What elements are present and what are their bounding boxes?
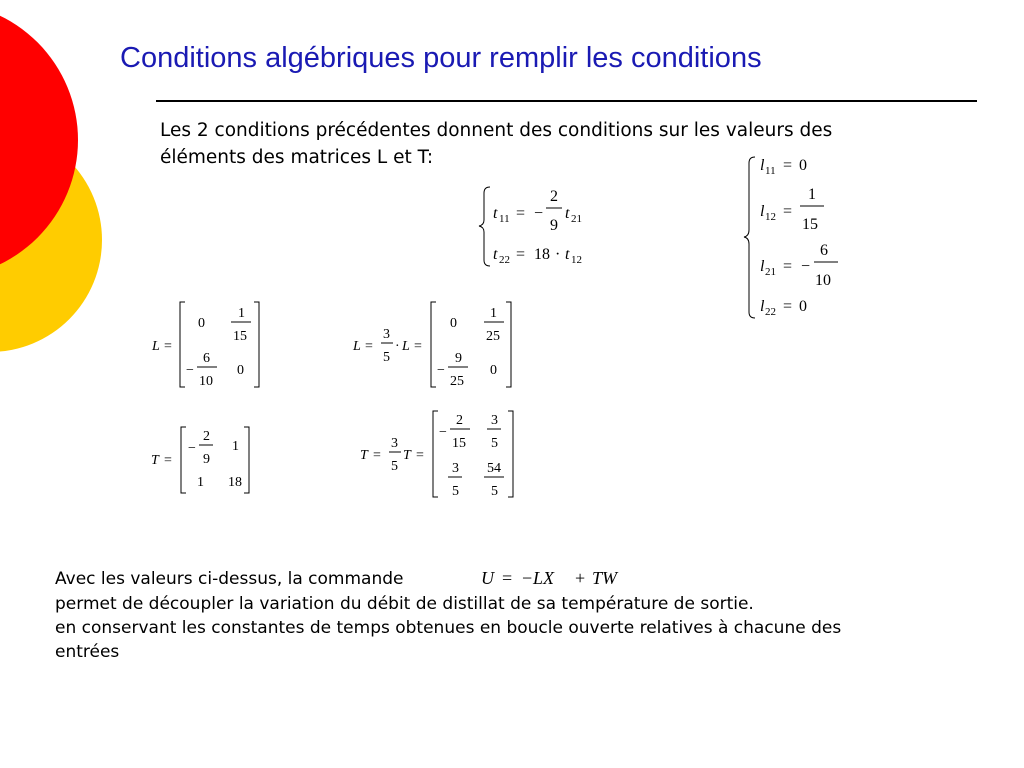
t-matrix-a21: 1 [197, 475, 204, 490]
l-row3-num: 6 [820, 242, 828, 259]
t11-sub: 11 [499, 213, 510, 225]
t-matrix-a11-num: 2 [203, 429, 210, 444]
t-scaled-a11-sign: − [439, 425, 447, 440]
l-matrix [151, 302, 259, 389]
slide-title: Conditions algébriques pour remplir les conditions [120, 42, 762, 74]
l22-sub: 22 [765, 306, 776, 318]
t22-sub: 22 [499, 254, 510, 266]
t-system [479, 187, 582, 266]
l-matrix-eq: = [164, 339, 172, 354]
t-scaled-k-den: 5 [391, 459, 398, 474]
l21-sub: 21 [765, 266, 776, 278]
t-scaled-lhs: T [360, 448, 368, 463]
intro-text: Les 2 conditions précédentes donnent des conditions sur les valeurs des éléments des matrices L et T: [160, 120, 833, 168]
t-system-brace [479, 187, 490, 266]
t12-sub: 12 [571, 254, 582, 266]
t-scaled-a21-den: 5 [452, 484, 459, 499]
control-law-plus: + [575, 568, 586, 588]
t-scaled-a21-num: 3 [452, 461, 459, 476]
t-row2-coef: 18 [534, 246, 550, 263]
conclusion-line-3: en conservant les constantes de temps obtenues en boucle ouverte relatives à chacune des [55, 618, 842, 638]
l-row3-den: 10 [815, 272, 831, 289]
t-scaled-rhs: T [403, 448, 411, 463]
t-matrix-a22: 18 [228, 475, 242, 490]
t-row1-den: 9 [550, 217, 558, 234]
t-scaled-matrix [360, 411, 513, 499]
l-scaled-right-bracket [506, 302, 511, 387]
l-scaled-k-den: 5 [383, 350, 390, 365]
t21-var: t [565, 205, 570, 222]
l21-var: l [760, 258, 765, 275]
t-scaled-a11-den: 15 [452, 436, 466, 451]
t-scaled-eq2: = [416, 448, 424, 463]
l-matrix-a21-den: 10 [199, 374, 213, 389]
l22-var: l [760, 298, 765, 315]
t-scaled-eq: = [373, 448, 381, 463]
t-scaled-k-num: 3 [391, 436, 398, 451]
t-scaled-a22-num: 54 [487, 461, 501, 476]
l-row4-val: 0 [799, 298, 807, 315]
l-scaled-a11: 0 [450, 316, 457, 331]
control-law-tw: TW [592, 568, 618, 588]
t-row1-eq: = [516, 205, 526, 222]
l-row2-num: 1 [808, 186, 816, 203]
l-scaled-eq: = [365, 339, 373, 354]
t-scaled-a22-den: 5 [491, 484, 498, 499]
l11-var: l [760, 157, 765, 174]
control-law-eq: = [502, 568, 513, 588]
l-matrix-a12-num: 1 [238, 306, 245, 321]
l-scaled-rhs: L [402, 339, 410, 354]
l-row1-eq: = [783, 157, 793, 174]
t12-var: t [565, 246, 570, 263]
l-scaled-a21-sign: − [437, 363, 445, 378]
l-row3-sign: − [801, 258, 811, 275]
l-system-brace [744, 157, 755, 318]
l-scaled-a21-den: 25 [450, 374, 464, 389]
l-row1-val: 0 [799, 157, 807, 174]
t-matrix-a11-den: 9 [203, 452, 210, 467]
t22-var: t [493, 246, 498, 263]
t-row1-sign: − [534, 205, 544, 222]
t21-sub: 21 [571, 213, 582, 225]
l-system [744, 157, 838, 318]
l-row3-eq: = [783, 258, 793, 275]
t-row2-eq: = [516, 246, 526, 263]
l-row4-eq: = [783, 298, 793, 315]
l-scaled-a22: 0 [490, 363, 497, 378]
t-scaled-left-bracket [433, 411, 438, 497]
control-law-lx: LX [533, 568, 555, 588]
l11-sub: 11 [765, 165, 776, 177]
t-matrix-eq: = [164, 453, 172, 468]
l-matrix-left-bracket [180, 302, 185, 387]
conclusion-line-2: permet de découpler la variation du débit de distillat de sa température de sortie. [55, 594, 754, 614]
l-scaled-dot: · [395, 339, 400, 354]
t-matrix-left-bracket [181, 427, 186, 493]
t-scaled-a12-den: 5 [491, 436, 498, 451]
l-scaled-eq2: = [414, 339, 422, 354]
t11-var: t [493, 205, 498, 222]
l-matrix-right-bracket [254, 302, 259, 387]
l-matrix-a11: 0 [198, 316, 205, 331]
l-scaled-left-bracket [431, 302, 436, 387]
l-matrix-a22: 0 [237, 363, 244, 378]
conclusion-line-1: Avec les valeurs ci-dessus, la commande [55, 569, 404, 589]
t-matrix-right-bracket [244, 427, 249, 493]
t-matrix-lhs: T [151, 453, 159, 468]
t-matrix-a11-sign: − [188, 441, 196, 456]
l-scaled-a12-num: 1 [490, 306, 497, 321]
t-scaled-a12-num: 3 [491, 413, 498, 428]
l12-var: l [760, 203, 765, 220]
l-matrix-a21-sign: − [186, 363, 194, 378]
l12-sub: 12 [765, 211, 776, 223]
l-scaled-a21-num: 9 [455, 351, 462, 366]
t-row2-dot: · [555, 246, 561, 263]
t-matrix-a12: 1 [232, 439, 239, 454]
l-scaled-a12-den: 25 [486, 329, 500, 344]
l-row2-eq: = [783, 203, 793, 220]
t-scaled-a11-num: 2 [456, 413, 463, 428]
l-matrix-a12-den: 15 [233, 329, 247, 344]
l-scaled-lhs: L [353, 339, 361, 354]
t-matrix [151, 427, 249, 493]
l-scaled-matrix [352, 302, 511, 389]
conclusion-line-4: entrées [55, 642, 120, 662]
control-law-u: U [481, 568, 494, 588]
l-row2-den: 15 [802, 216, 818, 233]
t-scaled-right-bracket [508, 411, 513, 497]
control-law-minus: − [522, 568, 533, 588]
l-matrix-lhs: L [152, 339, 160, 354]
control-law-equation [481, 568, 619, 588]
l-scaled-k-num: 3 [383, 327, 390, 342]
l-matrix-a21-num: 6 [203, 351, 210, 366]
t-row1-num: 2 [550, 188, 558, 205]
